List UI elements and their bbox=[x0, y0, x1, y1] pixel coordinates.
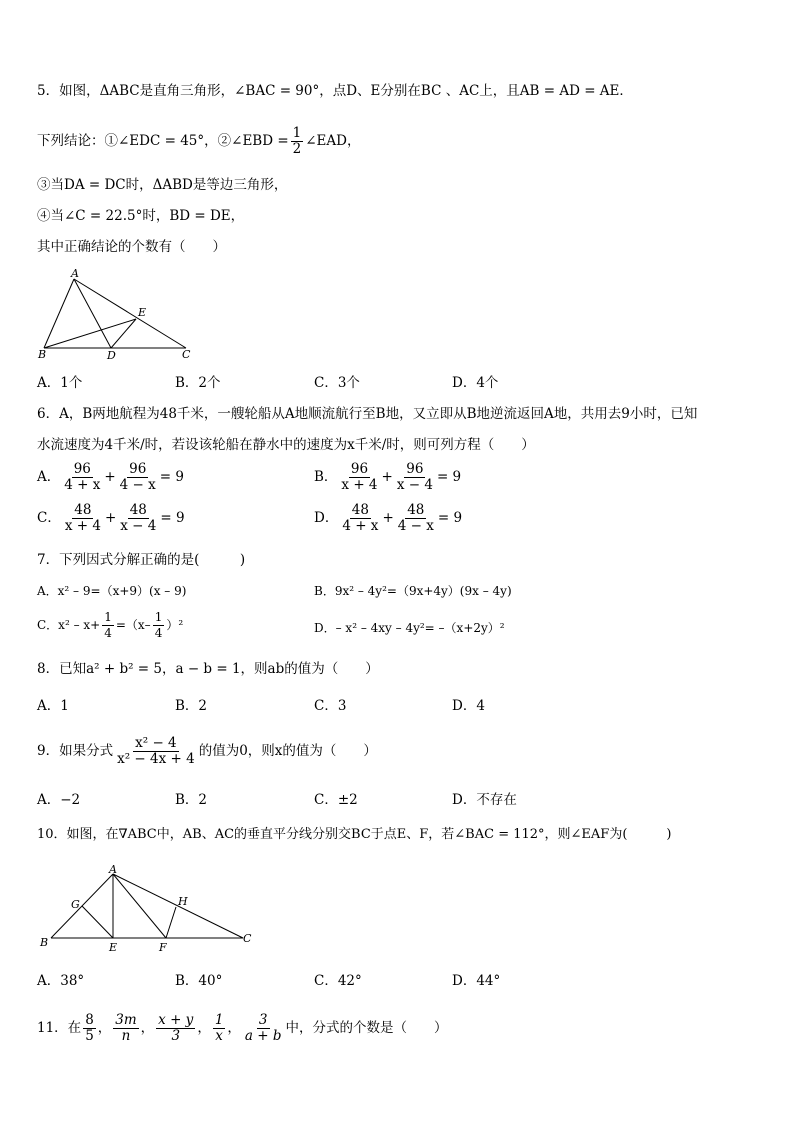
q8-stem: 8．已知a² + b² = 5，a − b = 1，则ab的值为（ ） bbox=[37, 661, 379, 677]
q6-option-a[interactable]: A． $\frac{96}{4 + x}$ + $\frac{96}{4 - x}$ = 9 bbox=[37, 461, 184, 493]
label-D: D bbox=[107, 349, 116, 362]
q10-option-c[interactable]: C．42° bbox=[314, 973, 362, 989]
q10-option-a[interactable]: A．38° bbox=[37, 973, 85, 989]
q7-option-b[interactable]: B．9x² – 4y²=（9x+4y）(9x – 4y) bbox=[314, 584, 512, 598]
fraction: $\frac{1}{2}$ bbox=[292, 125, 302, 157]
q8-option-b[interactable]: B．2 bbox=[175, 698, 208, 714]
q5-conclusion-3: ③当DA = DC时，ΔABD是等边三角形， bbox=[37, 177, 288, 193]
q8-option-d[interactable]: D．4 bbox=[452, 698, 485, 714]
q6-stem-line1: 6．A，B两地航程为48千米，一艘轮船从A地顺流航行至B地，又立即从B地逆流返回A地，共用去9小时，已知 bbox=[37, 406, 698, 422]
label-E: E bbox=[109, 941, 118, 954]
q6-stem-line2: 水流速度为4千米/时，若设该轮船在静水中的速度为x千米/时，则可列方程（ ） bbox=[37, 437, 535, 453]
q10-stem: 10．如图，在∇ABC中，AB、AC的垂直平分线分别交BC于点E、F，若∠BAC = 112°，则∠EAF为( ) bbox=[37, 827, 672, 842]
q10-option-d[interactable]: D．44° bbox=[452, 973, 501, 989]
label-A: A bbox=[71, 268, 79, 280]
label-G: G bbox=[71, 898, 80, 911]
q6-option-b[interactable]: B． $\frac{96}{x + 4}$ + $\frac{96}{x - 4}$ = 9 bbox=[314, 461, 462, 493]
label-E: E bbox=[138, 306, 147, 319]
q6-option-d[interactable]: D． $\frac{48}{4 + x}$ + $\frac{48}{4 - x}$ = 9 bbox=[314, 502, 463, 534]
label-H: H bbox=[178, 895, 188, 908]
q10-figure bbox=[38, 860, 263, 958]
q11-stem: 11．在 $\frac{8}{5}$ ， $\frac{3m}{n}$ ， $\frac{x + y}{3}$ ， $\frac{1}{x}$ ， $\frac{3}{a + b}$ 中，分式的个数是（ ） bbox=[37, 1012, 448, 1044]
q7-stem: 7．下列因式分解正确的是( ) bbox=[37, 552, 246, 568]
label-C: C bbox=[243, 932, 252, 945]
q5-figure bbox=[36, 268, 196, 363]
q5-conclusion-4: ④当∠C = 22.5°时，BD = DE， bbox=[37, 208, 245, 224]
q8-option-c[interactable]: C．3 bbox=[314, 698, 347, 714]
q5-option-c[interactable]: C．3个 bbox=[314, 375, 360, 391]
q5-conclusion-1-2: 下列结论：①∠EDC = 45°，②∠EBD = $\frac{1}{2}$ ∠EAD， bbox=[37, 125, 361, 157]
label-F: F bbox=[159, 941, 167, 954]
q5-stem: 5．如图，ΔABC是直角三角形，∠BAC = 90°，点D、E分别在BC 、AC上，且AB = AD = AE． bbox=[37, 83, 633, 99]
q7-option-d[interactable]: D．– x² – 4xy – 4y²= –（x+2y）² bbox=[314, 621, 505, 635]
q9-option-d[interactable]: D．不存在 bbox=[452, 792, 517, 808]
q9-stem: 9．如果分式 $\frac{\text{x² − 4}}{\text{x² − 4x + 4}}$ 的值为0，则x的值为（ ） bbox=[37, 735, 377, 767]
label-C: C bbox=[182, 348, 191, 361]
q5-option-d[interactable]: D．4个 bbox=[452, 375, 499, 391]
q9-option-b[interactable]: B．2 bbox=[175, 792, 208, 808]
q9-option-c[interactable]: C．±2 bbox=[314, 792, 358, 808]
q5-option-b[interactable]: B．2个 bbox=[175, 375, 221, 391]
q9-option-a[interactable]: A．−2 bbox=[37, 792, 81, 808]
q7-option-a[interactable]: A．x² – 9=（x+9）(x – 9) bbox=[37, 584, 187, 598]
q5-option-a[interactable]: A．1个 bbox=[37, 375, 83, 391]
q5-question: 其中正确结论的个数有（ ） bbox=[37, 239, 226, 255]
label-B: B bbox=[40, 936, 49, 949]
label-A: A bbox=[109, 863, 117, 876]
q7-option-c[interactable]: C．x² – x+ $\frac{1}{4}$ =（x– $\frac{1}{4}$ ）² bbox=[37, 610, 184, 640]
label-B: B bbox=[38, 348, 47, 361]
q8-option-a[interactable]: A．1 bbox=[37, 698, 69, 714]
q10-option-b[interactable]: B．40° bbox=[175, 973, 223, 989]
q6-option-c[interactable]: C． $\frac{48}{x + 4}$ + $\frac{48}{x - 4}$ = 9 bbox=[37, 502, 185, 534]
